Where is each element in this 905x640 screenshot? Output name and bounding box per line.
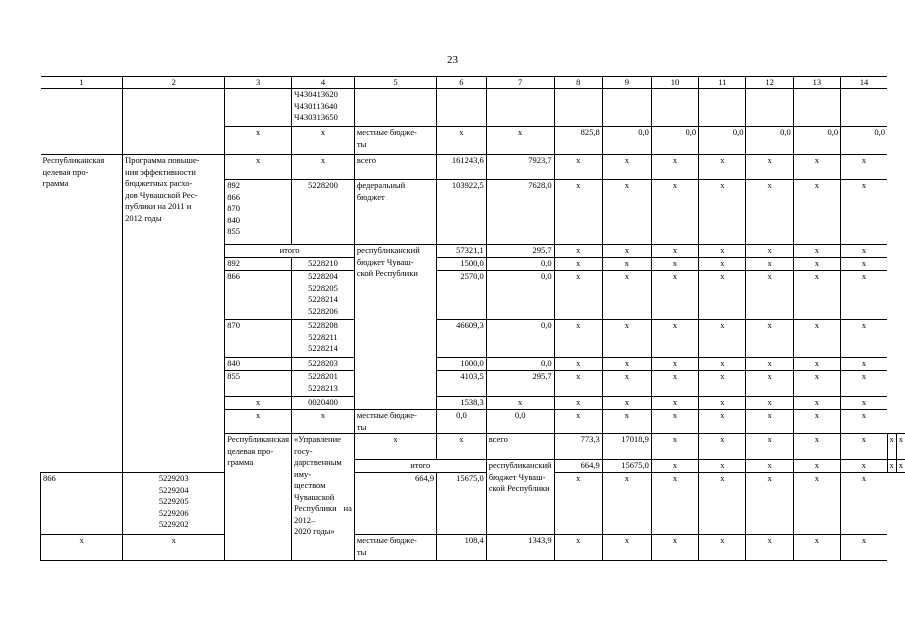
cell-x: х (651, 180, 698, 245)
cell-empty (651, 89, 698, 127)
cell-x: х (793, 245, 840, 258)
cell-x: х (746, 155, 793, 180)
cell-x: х (602, 320, 651, 358)
cell-x: х (554, 320, 602, 358)
program-name: Программа повыше- ния эффективности бюджетных расхо- дов Чувашской Рес- публики на 2011 и 2012 годы (123, 155, 225, 473)
cell-x: х (746, 473, 793, 535)
cell-x: х (602, 535, 651, 561)
cell-x: х (554, 535, 602, 561)
header-cell: 7 (486, 77, 554, 89)
cell-x: х (896, 434, 905, 460)
cell-value: 1538,3 (437, 397, 487, 410)
cell-x: х (651, 155, 698, 180)
cell: х (437, 127, 487, 155)
cell-value: 773,3 (554, 434, 602, 460)
cell-value: 0,0 (486, 271, 554, 320)
cell: х (354, 434, 436, 460)
budget-code-list: 892 866 870 840 855 (225, 180, 292, 245)
header-cell: 9 (602, 77, 651, 89)
funding-source: республиканский бюджет Чуваш- ской Республики (486, 460, 554, 535)
cell-value: 46609,3 (437, 320, 487, 358)
cell-x: х (746, 371, 793, 397)
cell-x: х (554, 258, 602, 271)
cell-x: х (841, 245, 887, 258)
cell-x: х (793, 460, 840, 473)
cell-x: х (699, 180, 746, 245)
cell-x: х (554, 245, 602, 258)
cell-x: х (793, 271, 840, 320)
cell-value: 0,0 (437, 410, 487, 434)
cell-x: х (746, 358, 793, 371)
cell-x: х (793, 397, 840, 410)
header-cell: 11 (699, 77, 746, 89)
cell-x: х (699, 460, 746, 473)
cell-x: х (793, 410, 840, 434)
cell: 5228200 (292, 180, 355, 245)
table-row (41, 473, 905, 535)
cell-value: 0,0 (746, 127, 793, 155)
cell-value: 108,4 (437, 535, 487, 561)
cell-x: х (554, 410, 602, 434)
cell-value: 161243,6 (437, 155, 487, 180)
cell-x: х (602, 245, 651, 258)
cell-x: х (793, 258, 840, 271)
cell-x: х (699, 258, 746, 271)
page-number: 23 (447, 54, 458, 66)
cell-empty (793, 89, 840, 127)
cell-x: х (602, 180, 651, 245)
budget-code-list: 5228201 5228213 (292, 371, 355, 397)
cell-x: х (841, 180, 887, 245)
cell-value: 1000,0 (437, 358, 487, 371)
cell-x: х (554, 180, 602, 245)
cell-x: х (602, 155, 651, 180)
cell-x: х (887, 460, 896, 473)
cell-x: х (554, 371, 602, 397)
cell-x: х (699, 155, 746, 180)
cell-value: 7923,7 (486, 155, 554, 180)
cell-x: х (699, 371, 746, 397)
cell-x: х (793, 358, 840, 371)
cell-x: х (699, 358, 746, 371)
cell-x: х (554, 358, 602, 371)
cell-x: х (651, 397, 698, 410)
cell-value: 0,0 (651, 127, 698, 155)
cell-x: х (746, 397, 793, 410)
cell-x: х (554, 155, 602, 180)
header-cell: 13 (793, 77, 840, 89)
cell-x: х (554, 397, 602, 410)
cell-x: х (651, 460, 698, 473)
header-cell: 1 (41, 77, 123, 89)
cell-x: х (841, 535, 887, 561)
cell-x: х (651, 245, 698, 258)
header-cell: 10 (651, 77, 698, 89)
table-header-row (41, 77, 905, 89)
cell-x: х (841, 320, 887, 358)
header-cell: 2 (123, 77, 225, 89)
cell-value: 2570,0 (437, 271, 487, 320)
cell-x: х (554, 271, 602, 320)
cell-empty (554, 89, 602, 127)
funding-source: федеральный бюджет (354, 180, 436, 245)
cell-value: 0,0 (602, 127, 651, 155)
program-name: «Управление госу- дарственным иму- ществом Чувашской Республики на 2012– 2020 годы» (292, 434, 355, 561)
cell-x: х (841, 371, 887, 397)
cell: 5228210 (292, 258, 355, 271)
cell-empty (841, 89, 887, 127)
cell-x: х (602, 358, 651, 371)
cell-value: 7628,0 (486, 180, 554, 245)
cell-value: 0,0 (699, 127, 746, 155)
cell-x: х (841, 473, 887, 535)
cell: х (292, 410, 355, 434)
cell-x: х (746, 245, 793, 258)
cell-value: 57321,1 (437, 245, 487, 258)
cell-itogo: итого (354, 460, 486, 473)
cell-x: х (486, 397, 554, 410)
program-type: Республиканская целевая про- грамма (41, 155, 123, 473)
cell-x: х (896, 460, 905, 473)
cell-x: х (651, 434, 698, 460)
cell-value: 0,0 (841, 127, 887, 155)
budget-code-list: 5228204 5228205 5228214 5228206 (292, 271, 355, 320)
cell-x: х (793, 180, 840, 245)
cell: 0020400 (292, 397, 355, 410)
cell-empty (437, 89, 487, 127)
cell-itogo: итого (225, 245, 355, 258)
header-cell: 8 (554, 77, 602, 89)
cell-empty (225, 89, 292, 127)
cell: х (225, 127, 292, 155)
header-cell: 3 (225, 77, 292, 89)
cell-x: х (793, 473, 840, 535)
funding-source: всего (486, 434, 554, 460)
cell-x: х (651, 410, 698, 434)
cell-empty (486, 89, 554, 127)
cell-empty (41, 89, 123, 127)
header-cell: 12 (746, 77, 793, 89)
cell-x: х (793, 320, 840, 358)
cell: 866 (225, 271, 292, 320)
cell-empty (123, 89, 225, 127)
cell-empty (699, 89, 746, 127)
cell-x: х (746, 434, 793, 460)
cell-x: х (602, 371, 651, 397)
cell-x: х (746, 460, 793, 473)
cell-x: х (793, 434, 840, 460)
program-type: Республиканская целевая про- грамма (225, 434, 292, 561)
cell: 5228203 (292, 358, 355, 371)
cell-empty (354, 89, 436, 127)
cell-x: х (746, 180, 793, 245)
cell-value: 0,0 (486, 410, 554, 434)
cell-value: 15675,0 (437, 473, 487, 535)
cell-x: х (699, 271, 746, 320)
cell-x: х (841, 155, 887, 180)
cell-value: 664,9 (354, 473, 436, 535)
cell: х (225, 155, 292, 180)
cell: 840 (225, 358, 292, 371)
cell-value: 295,7 (486, 371, 554, 397)
cell-value: 1500,0 (437, 258, 487, 271)
cell-x: х (887, 434, 896, 460)
cell-x: х (841, 410, 887, 434)
cell-x: х (793, 371, 840, 397)
budget-code-list: Ч430413620 Ч430113640 Ч430313650 (292, 89, 355, 127)
cell-empty (602, 89, 651, 127)
funding-source: местные бюдже- ты (354, 535, 436, 561)
cell-x: х (699, 434, 746, 460)
header-cell: 5 (354, 77, 436, 89)
cell-x: х (746, 410, 793, 434)
cell: х (41, 535, 123, 561)
table-row (41, 89, 905, 127)
cell-x: х (841, 271, 887, 320)
cell-value: 15675,0 (602, 460, 651, 473)
table-row (41, 535, 905, 561)
cell-value: 1343,9 (486, 535, 554, 561)
cell: х (437, 434, 487, 460)
table-row (41, 127, 905, 155)
cell-x: х (699, 535, 746, 561)
cell: х (486, 127, 554, 155)
cell-empty (123, 127, 225, 155)
cell-x: х (699, 397, 746, 410)
cell-x: х (793, 155, 840, 180)
header-cell: 14 (841, 77, 887, 89)
cell-x: х (746, 271, 793, 320)
cell-x: х (651, 271, 698, 320)
cell-x: х (746, 258, 793, 271)
cell-value: 0,0 (793, 127, 840, 155)
cell-x: х (699, 410, 746, 434)
cell-x: х (699, 320, 746, 358)
cell: 892 (225, 258, 292, 271)
cell-x: х (554, 473, 602, 535)
cell: х (292, 127, 355, 155)
cell-x: х (651, 371, 698, 397)
cell-x: х (746, 535, 793, 561)
cell-value: 0,0 (486, 258, 554, 271)
cell-x: х (602, 410, 651, 434)
cell-x: х (651, 358, 698, 371)
cell: 866 (41, 473, 123, 535)
cell-x: х (651, 258, 698, 271)
cell: х (123, 535, 225, 561)
funding-source: местные бюдже- ты (354, 410, 436, 434)
funding-source: местные бюдже- ты (354, 127, 436, 155)
cell-empty (746, 89, 793, 127)
cell-x: х (651, 473, 698, 535)
cell: 855 (225, 371, 292, 397)
cell-x: х (841, 460, 887, 473)
cell-x: х (602, 271, 651, 320)
cell-x: х (602, 258, 651, 271)
cell-x: х (651, 320, 698, 358)
cell-value: 825,8 (554, 127, 602, 155)
cell-x: х (841, 397, 887, 410)
cell-value: 0,0 (486, 320, 554, 358)
budget-code-list: 5228208 5228211 5228214 (292, 320, 355, 358)
cell-x: х (841, 258, 887, 271)
cell-x: х (699, 245, 746, 258)
cell-value: 17018,9 (602, 434, 651, 460)
cell-value: 295,7 (486, 245, 554, 258)
cell: х (292, 155, 355, 180)
cell-x: х (602, 473, 651, 535)
funding-source: республиканский бюджет Чуваш- ской Республики (354, 245, 436, 410)
cell-x: х (699, 473, 746, 535)
budget-table (40, 76, 905, 561)
cell-value: 4103,5 (437, 371, 487, 397)
cell: х (225, 397, 292, 410)
table-row (41, 155, 905, 180)
header-cell: 6 (437, 77, 487, 89)
cell-x: х (793, 535, 840, 561)
budget-code-list: 5229203 5229204 5229205 5229206 5229202 (123, 473, 225, 535)
cell-x: х (841, 358, 887, 371)
cell-x: х (841, 434, 887, 460)
cell: 870 (225, 320, 292, 358)
cell: х (225, 410, 292, 434)
cell-x: х (651, 535, 698, 561)
cell-x: х (746, 320, 793, 358)
cell-value: 664,9 (554, 460, 602, 473)
header-cell: 4 (292, 77, 355, 89)
cell-x: х (602, 397, 651, 410)
cell-empty (41, 127, 123, 155)
cell-value: 0,0 (486, 358, 554, 371)
cell-value: 103922,5 (437, 180, 487, 245)
funding-source: всего (354, 155, 436, 180)
